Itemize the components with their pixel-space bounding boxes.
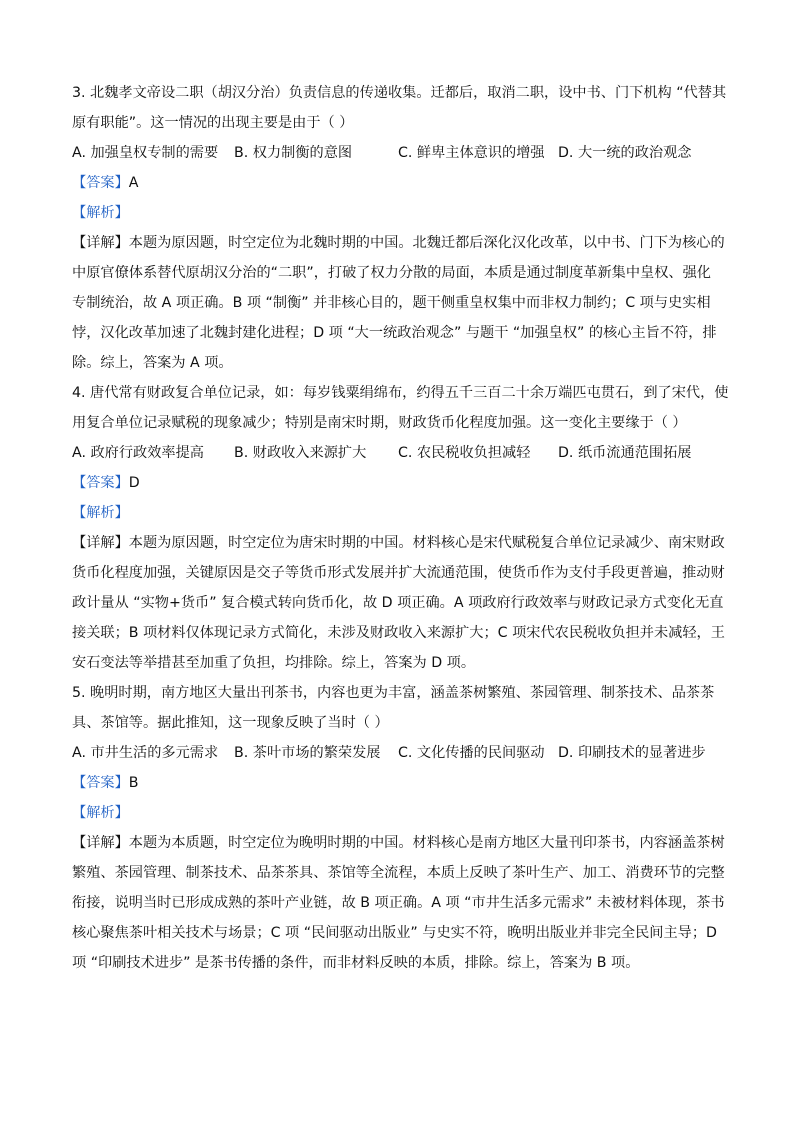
answer-line <box>72 768 722 798</box>
answer-value: A <box>128 175 139 191</box>
answer-value: D <box>128 475 140 491</box>
detail-text: 接关联；B 项材料仅体现记录方式简化，未涉及财政收入来源扩大；C 项宋代农民税收负担并未减轻，王 <box>72 625 725 641</box>
detail-text: 本题为本质题，时空定位为晚明时期的中国。材料核心是南方地区大量刊印茶书，内容涵盖茶树 <box>128 835 725 851</box>
option-a: A. 市井生活的多元需求 <box>72 745 219 761</box>
detail-text: 核心聚焦茶叶相关技术与场景；C 项 “民间驱动出版业” 与史实不符，晚明出版业并非完全民间主导；D <box>72 925 717 941</box>
detail-line <box>72 228 725 258</box>
option-d: D. 大一统的政治观念 <box>558 145 692 161</box>
answer-value: B <box>128 775 139 791</box>
option-a: A. 加强皇权专制的需要 <box>72 145 219 161</box>
detail-line <box>72 828 725 858</box>
option-c: C. 文化传播的民间驱动 <box>398 745 545 761</box>
document-page <box>72 78 729 978</box>
options-row <box>72 738 722 768</box>
option-c: C. 鲜卑主体意识的增强 <box>398 145 545 161</box>
analysis-tag: 【解析】 <box>72 205 129 221</box>
option-b: B. 权力制衡的意图 <box>234 145 353 161</box>
question-stem: 4. 唐代常有财政复合单位记录，如：每岁钱粟绢绵布，约得五千三百二十余万端匹屯贯石，到了宋代，使 <box>72 385 729 401</box>
question-stem: 3. 北魏孝文帝设二职（胡汉分治）负责信息的传递收集。迁都后，取消二职，设中书、门下机构 “代替其 <box>72 85 727 101</box>
detail-text: 政计量从 “实物+货币” 复合模式转向货币化，故 D 项正确。A 项政府行政效率与财政记录方式变化无直 <box>72 595 724 611</box>
detail-text: 货币化程度加强，关键原因是交子等货币形式发展并扩大流通范围，使货币作为支付手段更普遍，推动财 <box>72 565 725 581</box>
analysis-tag: 【解析】 <box>72 505 129 521</box>
detail-text: 衔接，说明当时已形成成熟的茶叶产业链，故 B 项正确。A 项 “市井生活多元需求” 未被材料体现，茶书 <box>72 895 725 911</box>
detail-text: 悖，汉化改革加速了北魏封建化进程；D 项 “大一统政治观念” 与题干 “加强皇权” 的核心主旨不符，排 <box>72 325 717 341</box>
options-row <box>72 438 722 468</box>
detail-text: 本题为原因题，时空定位为唐宋时期的中国。材料核心是宋代赋税复合单位记录减少、南宋财政 <box>128 535 725 551</box>
answer-tag: 【答案】 <box>72 475 129 491</box>
options-row <box>72 138 722 168</box>
question-4 <box>72 378 729 678</box>
option-d: D. 印刷技术的显著进步 <box>558 745 706 761</box>
analysis-tag: 【解析】 <box>72 805 129 821</box>
detail-line <box>72 528 725 558</box>
detail-text: 繁殖、茶园管理、制茶技术、品茶茶具、茶馆等全流程，本质上反映了茶叶生产、加工、消费环节的完整 <box>72 865 725 881</box>
detail-text: 安石变法等举措甚至加重了负担，均排除。综上，答案为 D 项。 <box>72 655 476 671</box>
answer-line <box>72 468 722 498</box>
detail-text: 中原官僚体系替代原胡汉分治的“二职”，打破了权力分散的局面，本质是通过制度革新集中皇权、强化 <box>72 265 711 281</box>
option-d: D. 纸币流通范围拓展 <box>558 445 692 461</box>
option-a: A. 政府行政效率提高 <box>72 445 204 461</box>
question-stem: 具、茶馆等。据此推知，这一现象反映了当时（ ） <box>72 715 389 731</box>
option-c: C. 农民税收负担减轻 <box>398 445 531 461</box>
question-stem: 5. 晚明时期，南方地区大量出刊茶书，内容也更为丰富，涵盖茶树繁殖、茶园管理、制茶技术、品茶茶 <box>72 685 715 701</box>
answer-line <box>72 168 722 198</box>
detail-text: 项 “印刷技术进步” 是茶书传播的条件，而非材料反映的本质，排除。综上，答案为 B 项。 <box>72 955 640 971</box>
answer-tag: 【答案】 <box>72 775 129 791</box>
detail-text: 除。综上，答案为 A 项。 <box>72 355 233 371</box>
option-b: B. 财政收入来源扩大 <box>234 445 367 461</box>
detail-tag: 【详解】 <box>72 535 129 551</box>
analysis-line <box>72 498 722 528</box>
answer-tag: 【答案】 <box>72 175 129 191</box>
question-5 <box>72 678 725 978</box>
question-stem: 原有职能”。这一情况的出现主要是由于（ ） <box>72 115 354 131</box>
analysis-line <box>72 798 722 828</box>
question-stem: 用复合单位记录赋税的现象减少；特别是南宋时期，财政货币化程度加强。这一变化主要缘于（ ） <box>72 415 687 431</box>
detail-tag: 【详解】 <box>72 835 129 851</box>
detail-text: 专制统治，故 A 项正确。B 项 “制衡” 并非核心目的，题干侧重皇权集中而非权力制约；C 项与史实相 <box>72 295 711 311</box>
detail-tag: 【详解】 <box>72 235 129 251</box>
detail-text: 本题为原因题，时空定位为北魏时期的中国。北魏迁都后深化汉化改革，以中书、门下为核心的 <box>128 235 725 251</box>
analysis-line <box>72 198 722 228</box>
question-3 <box>72 78 727 378</box>
option-b: B. 茶叶市场的繁荣发展 <box>234 745 381 761</box>
